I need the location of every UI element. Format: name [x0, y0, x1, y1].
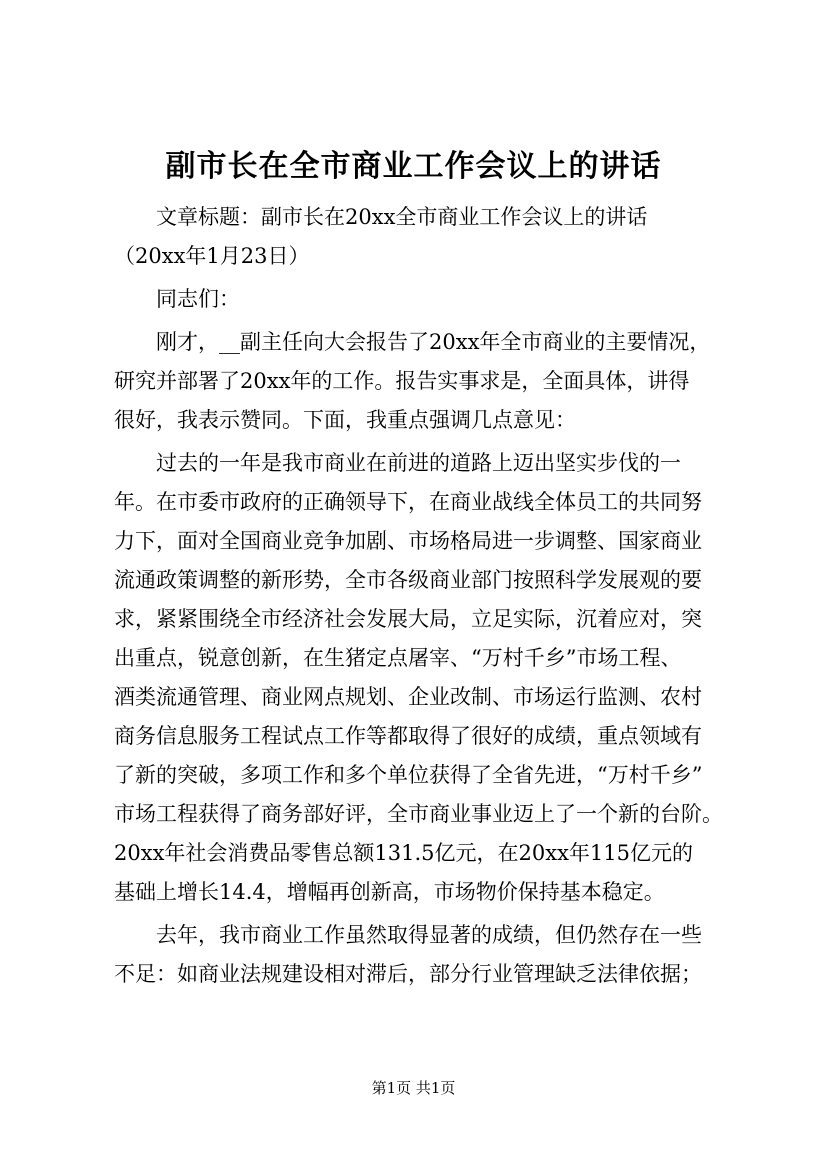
document-title: 副市长在全市商业工作会议上的讲话: [165, 149, 662, 184]
paragraph-line: 过去的一年是我市商业在前进的道路上迈出坚实步伐的一: [156, 451, 681, 475]
paragraph-line: 刚才，__副主任向大会报告了20xx年全市商业的主要情况，: [156, 330, 711, 354]
paragraph-line: 基础上增长14.4，增幅再创新高，市场物价保持基本稳定。: [114, 880, 665, 904]
paragraph-line: 研究并部署了20xx年的工作。报告实事求是，全面具体，讲得: [114, 369, 690, 393]
salutation-line: 同志们：: [156, 287, 240, 311]
paragraph-line: 流通政策调整的新形势，全市各级商业部门按照科学发展观的要: [114, 568, 702, 592]
page-footer: 第1页 共1页: [371, 1079, 456, 1097]
paragraph-line: 商务信息服务工程试点工作等都取得了很好的成绩，重点领域有: [114, 724, 702, 748]
paragraph-line: 年。在市委市政府的正确领导下，在商业战线全体员工的共同努: [114, 490, 702, 514]
paragraph-line: 20xx年社会消费品零售总额131.5亿元，在20xx年115亿元的: [114, 841, 694, 865]
paragraph-line: 酒类流通管理、商业网点规划、企业改制、市场运行监测、农村: [114, 685, 702, 709]
paragraph-line: 出重点，锐意创新，在生猪定点屠宰、“万村千乡”市场工程、: [114, 646, 682, 670]
date-line: （20xx年1月23日）: [114, 244, 310, 268]
paragraph-line: 了新的突破，多项工作和多个单位获得了全省先进，“万村千乡”: [114, 763, 703, 787]
paragraph-line: 很好，我表示赞同。下面，我重点强调几点意见：: [114, 408, 576, 432]
paragraph-line: 不足：如商业法规建设相对滞后，部分行业管理缺乏法律依据；: [114, 962, 702, 986]
paragraph-line: 求，紧紧围绕全市经济社会发展大局，立足实际，沉着应对，突: [114, 607, 702, 631]
paragraph-line: 去年，我市商业工作虽然取得显著的成绩，但仍然存在一些: [156, 923, 702, 947]
paragraph-line: 市场工程获得了商务部好评，全市商业事业迈上了一个新的台阶。: [114, 802, 723, 826]
article-title-line: 文章标题：副市长在20xx全市商业工作会议上的讲话: [156, 205, 648, 229]
paragraph-line: 力下，面对全国商业竞争加剧、市场格局进一步调整、国家商业: [114, 529, 702, 553]
